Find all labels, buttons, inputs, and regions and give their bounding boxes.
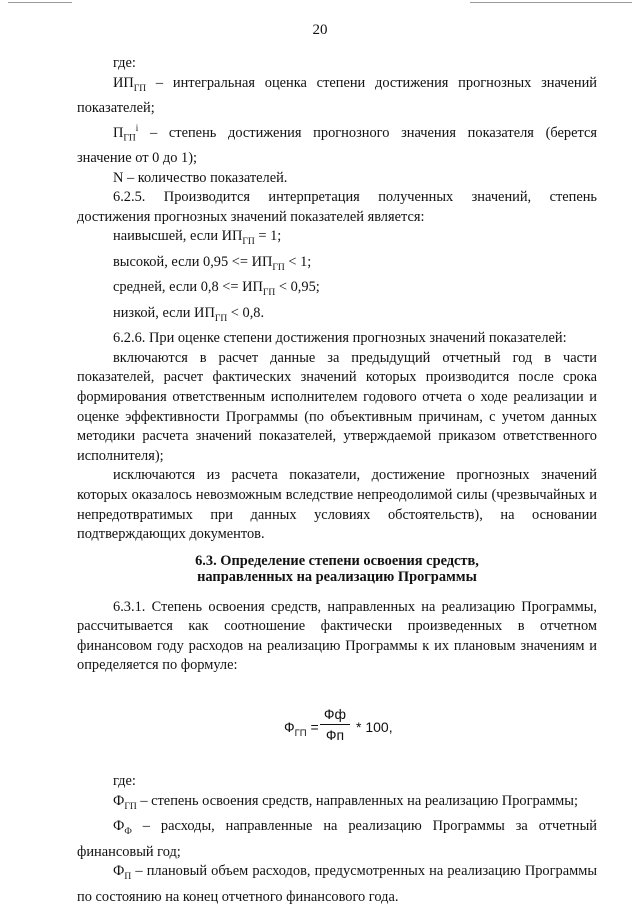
document-body [77,54,597,907]
p-definition: $П_{ГП}^i$ – степень достижения прогнозного значения показателя (берется значение от 0 до 1); [77,122,597,166]
section-6-2-5: 6.2.5. Производится интерпретация полученных значений, степень достижения прогнозных значений показателей является: [77,189,597,225]
level-low: низкой, если $ИП_{ГП} < 0,8$. [113,304,265,324]
page-number: 20 [312,22,328,38]
level-high: высокой, если $0,95 <= ИП_{ГП} < 1$; [113,253,312,273]
where-label-1: где: [113,55,136,71]
top-rule-right [470,2,632,3]
ff-definition: $Ф_Ф$ – расходы, направленные на реализацию Программы за отчетный финансовый год; [77,818,597,860]
where-label-2: где: [113,773,136,790]
ip-definition: $ИП_{ГП}$ – интегральная оценка степени достижения прогнозных значений показателей; [77,74,597,117]
formula-numerator: Фф [320,704,350,725]
formula-fraction [320,704,350,745]
included-clause: включаются в расчет данные за предыдущий отчетный год в части показателей, расчет фактических значений которых производится после срока формирования ответственным исполнителем годового отчета о ходе реализации и оценке эффективности Программы (по объективным причинам, с учетом данных методики расчета значений показателей, утверждаемой приказом ответственного исполнителя); [77,349,597,464]
formula-lhs: $Ф_{ГП}$ = [284,719,319,739]
section-heading-line-1: 6.3. Определение степени освоения средств, [195,552,479,569]
excluded-clause: исключаются из расчета показатели, достижение прогнозных значений которых оказалось невозможным вследствие непреодолимой силы (чрезвычайных и непредотвратимых при данных условиях обстоятельств), на основании подтверждающих документов. [77,467,597,543]
level-highest: наивысшей, если $ИП_{ГП} = 1$; [113,228,282,248]
n-definition: N – количество показателей. [113,169,288,186]
section-heading-line-2: направленных на реализацию Программы [197,569,477,586]
level-medium: средней, если $0,8 <= ИП_{ГП} < 0,95$; [113,279,320,299]
section-6-2-6: 6.2.6. При оценке степени достижения прогнозных значений показателей: [113,330,567,347]
formula-denominator: Фп [325,727,345,744]
formula-rhs: * 100, [356,719,393,736]
fgp-definition: $Ф_{ГП}$ – степень освоения средств, направленных на реализацию Программы; [113,792,578,812]
formula [77,700,597,756]
fp-definition: $Ф_П$ – плановый объем расходов, предусмотренных на реализацию Программы по состоянию на конец отчетного финансового года. [77,863,597,905]
top-rule-left [8,2,72,3]
section-6-3-1: 6.3.1. Степень освоения средств, направленных на реализацию Программы, рассчитывается как соотношение фактически произведенных в отчетном финансовом году расходов на реализацию Программы к их плановым значениям и определяется по формуле: [77,598,597,674]
